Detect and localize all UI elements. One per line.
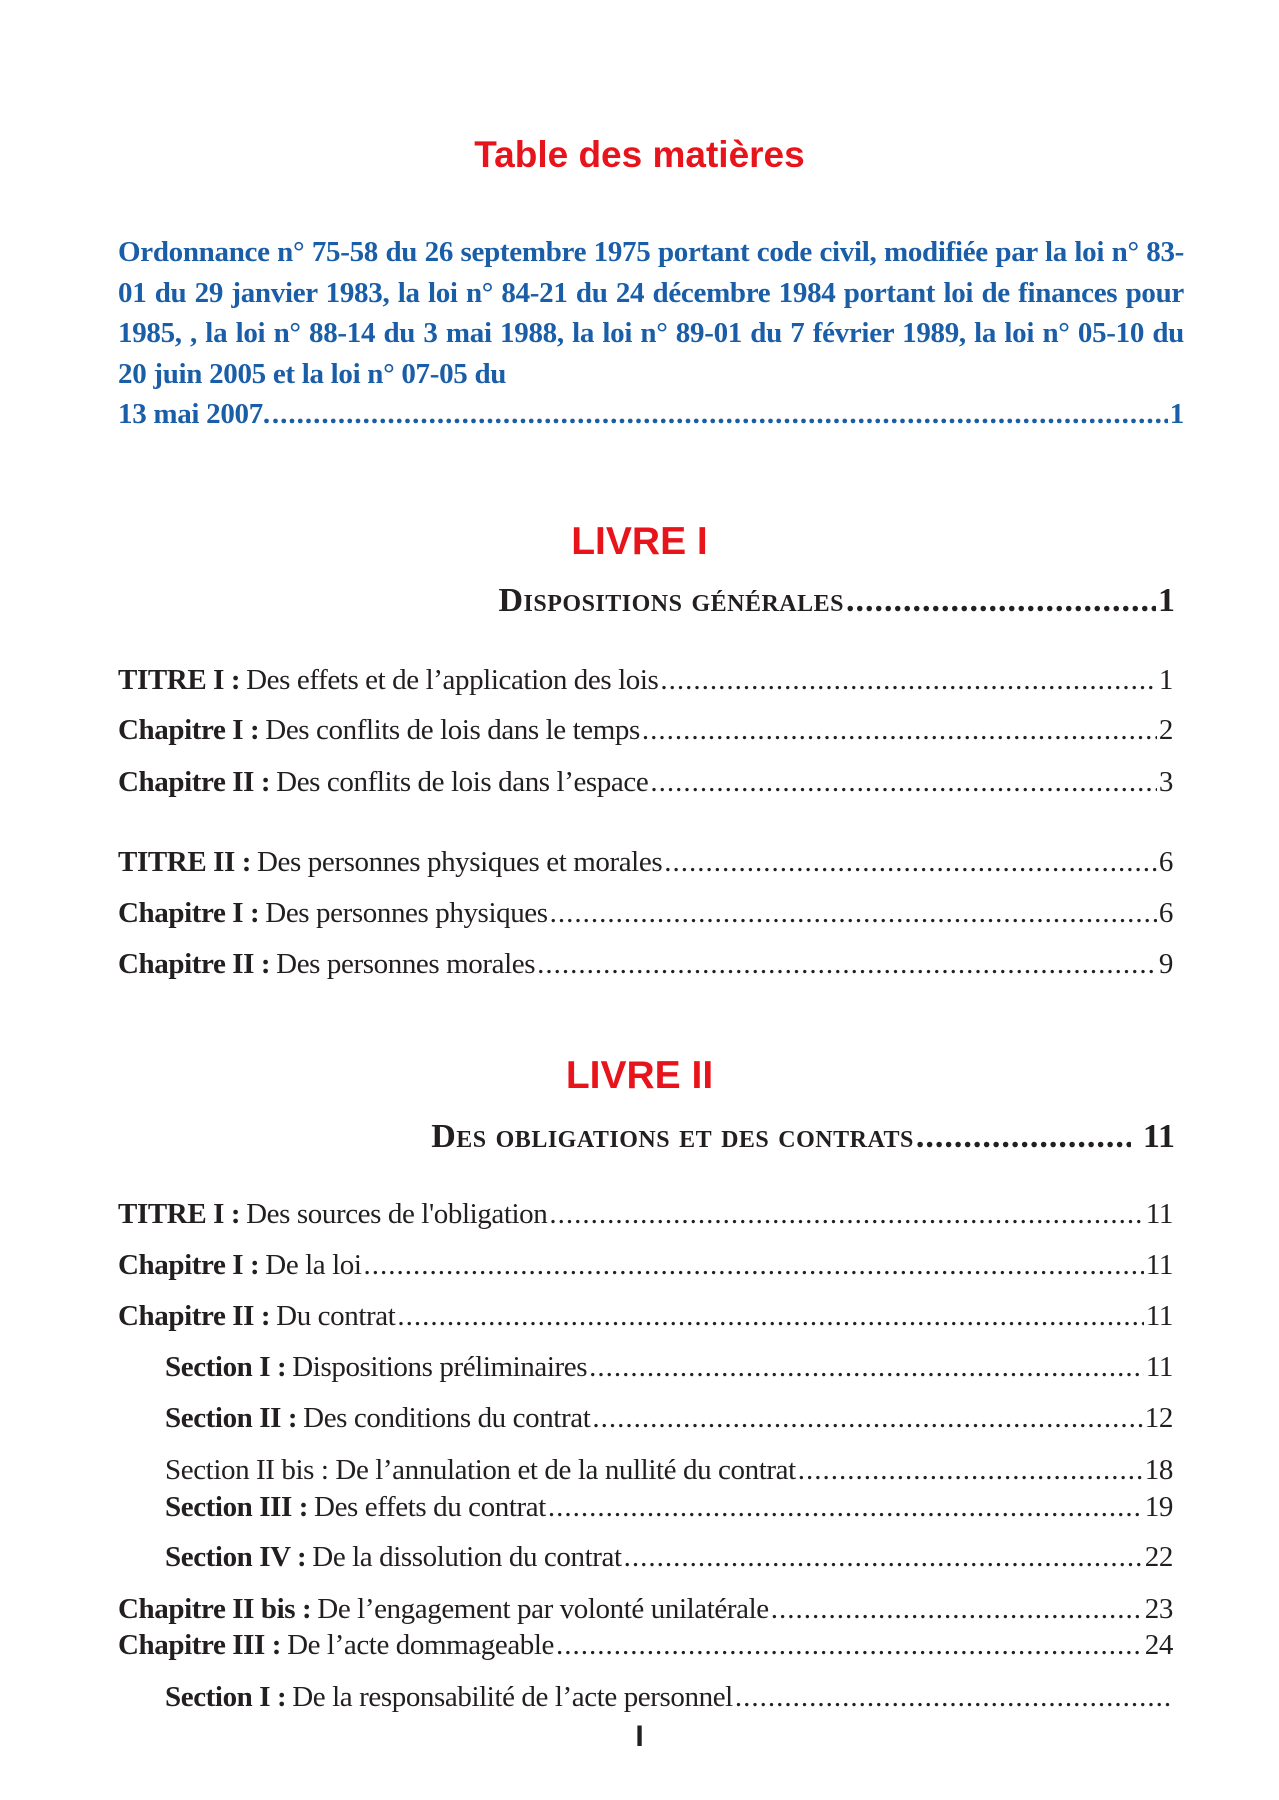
entry-page: 18 [1144,1454,1173,1486]
entry-label: Section I : [165,1351,287,1383]
entry-title: Des personnes physiques et morales [257,846,663,878]
entry-title: Des effets du contrat [314,1491,546,1523]
entry-title: Des sources de l'obligation [246,1198,548,1230]
toc-entry[interactable] [165,1398,1173,1438]
entry-title: Dispositions préliminaires [292,1351,588,1383]
dot-leader [548,1487,1143,1527]
dot-leader [624,1537,1143,1577]
entry-title: Des personnes morales [276,948,536,980]
part-subtitle: Dispositions générales [498,582,844,619]
toc-entry[interactable] [118,842,1173,882]
entry-label: Chapitre II : [118,1300,271,1332]
entry-title: Des conflits de lois dans l’espace [276,766,649,798]
entry-title: Des conditions du contrat [303,1402,591,1434]
entry-label: TITRE I : [118,1198,241,1230]
toc-entry[interactable] [118,710,1173,750]
dot-leader [735,1677,1171,1717]
entry-page: 22 [1144,1541,1173,1573]
dot-leader [397,1296,1143,1336]
entry-title: Des personnes physiques [265,897,548,929]
entry-title: De l’engagement par volonté unilatérale [317,1593,769,1625]
dot-leader [556,1625,1143,1665]
toc-entry[interactable] [118,893,1173,933]
dot-leader [537,944,1157,984]
livre-1-subtitle-entry[interactable] [275,576,1175,626]
entry-page: 24 [1144,1629,1173,1661]
entry-title: De l’acte dommageable [287,1629,555,1661]
entry-label: Section I : [165,1681,287,1713]
entry-page: 12 [1144,1402,1173,1434]
entry-label: Chapitre II : [118,766,271,798]
toc-entry[interactable] [118,660,1173,700]
intro-text: Ordonnance n° 75-58 du 26 septembre 1975 portant code civil, modifiée par la loi n° 83-01 du 29 janvier 1983, la loi n° 84-21 du 24 décembre 1984 portant loi de finances pour 1985, , la loi n° 88-14 du 3 mai 1988, la loi n° 89-01 du 7 février 1989, la loi n° 05-10 du 20 juin 2005 et la loi n° 07-05 du [118,236,1184,390]
dot-leader [771,1589,1143,1629]
entry-page: 11 [1145,1249,1173,1281]
toc-entry[interactable] [118,944,1173,984]
dot-leader [664,842,1157,882]
dot-leader [846,576,1156,626]
entry-page: 6 [1158,897,1173,929]
toc-entry[interactable] [118,1245,1173,1285]
part-page: 11 [1142,1118,1175,1155]
toc-entry[interactable] [118,1296,1173,1336]
entry-page: 11 [1145,1198,1173,1230]
part-page: 1 [1158,582,1175,619]
entry-page: 3 [1158,766,1173,798]
entry-label: TITRE I : [118,664,241,696]
dot-leader [589,1347,1144,1387]
dot-leader [592,1398,1142,1438]
dot-leader [550,893,1157,933]
entry-page: 6 [1158,846,1173,878]
entry-page: 11 [1145,1351,1173,1383]
intro-page: 1 [1169,398,1184,430]
dot-leader [916,1112,1131,1162]
entry-label: Section III : [165,1491,309,1523]
dot-leader [660,660,1156,700]
entry-page: 2 [1158,714,1173,746]
entry-label: Section IV : [165,1541,307,1573]
dot-leader [272,394,1168,435]
entry-title: Section II bis : De l’annulation et de la nullité du contrat [165,1454,796,1486]
toc-entry[interactable] [118,1625,1173,1665]
dot-leader [364,1245,1144,1285]
entry-title: Des effets et de l’application des lois [246,664,659,696]
entry-label: Chapitre II : [118,948,271,980]
entry-label: TITRE II : [118,846,251,878]
entry-label: Chapitre I : [118,714,260,746]
page-number: I [635,1720,644,1753]
entry-page: 9 [1158,948,1173,980]
entry-label: Chapitre I : [118,1249,260,1281]
entry-page: 23 [1144,1593,1173,1625]
toc-entry[interactable] [165,1347,1173,1387]
entry-title: Des conflits de lois dans le temps [265,714,640,746]
dot-leader [642,710,1157,750]
entry-title: De la loi [265,1249,362,1281]
part-subtitle: Des obligations et des contrats [431,1118,914,1155]
livre-2-subtitle-entry[interactable] [275,1112,1175,1162]
dot-leader [798,1450,1143,1490]
livre-1-heading: LIVRE I [571,520,708,563]
toc-entry[interactable] [118,1589,1173,1629]
livre-2-heading: LIVRE II [565,1054,714,1097]
entry-page: 1 [1158,664,1173,696]
entry-page: 19 [1144,1491,1173,1523]
entry-label: Chapitre II bis : [118,1593,312,1625]
page-title: Table des matières [474,134,805,175]
entry-title: Du contrat [276,1300,396,1332]
entry-label: Chapitre I : [118,897,260,929]
toc-entry[interactable] [118,762,1173,802]
entry-page: 11 [1145,1300,1173,1332]
entry-label: Section II : [165,1402,298,1434]
toc-entry[interactable] [165,1537,1173,1577]
entry-title: De la dissolution du contrat [312,1541,622,1573]
intro-last-line: 13 mai 2007. [118,398,270,430]
toc-entry[interactable] [118,1194,1173,1234]
toc-intro-entry[interactable] [118,232,1184,435]
entry-label: Chapitre III : [118,1629,282,1661]
toc-entry[interactable] [165,1450,1173,1490]
entry-title: De la responsabilité de l’acte personnel [292,1681,733,1713]
dot-leader [549,1194,1143,1234]
toc-entry[interactable] [165,1487,1173,1527]
dot-leader [650,762,1157,802]
toc-entry[interactable] [165,1677,1173,1717]
